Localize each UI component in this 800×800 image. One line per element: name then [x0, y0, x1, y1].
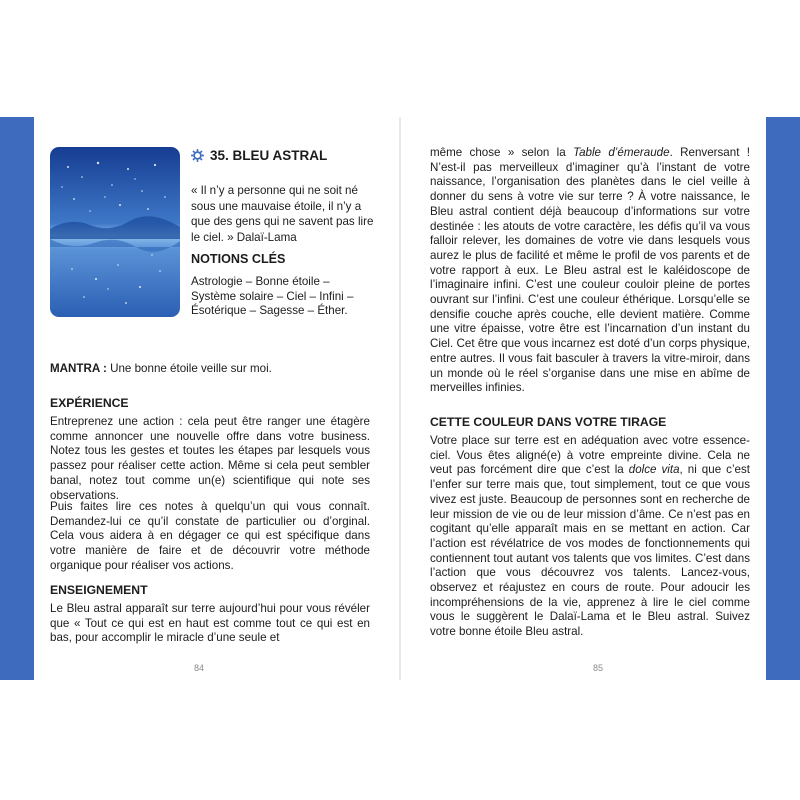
experience-paragraph: Entreprenez une action : cela peut être ranger une étagère comme annoncer une nouvelle offre dans votre business. Notez tous les gestes et toutes les étapes par lesquels vous passez pour réaliser cette action. Même si cela peut sembler banal, notez tout comme un(e) scientifique qui note ses observations. [50, 415, 370, 502]
experience-paragraph-2: Puis faites lire ces notes à quelqu’un qui vous connaît. Demandez-lui ce qu’il constate de particulier ou d’orginal. Cela vous aidera à en dégager ce qui est spécifique dans votre manière de faire et de découvrir votre méthode organique pour réaliser vos actions. [50, 500, 370, 572]
bleu-astral-card-image [50, 147, 180, 317]
left-edge-tab [0, 117, 34, 680]
mantra-label: MANTRA : [50, 362, 107, 375]
mantra-line [50, 362, 272, 375]
card-title [190, 148, 327, 163]
book-fold [399, 117, 401, 680]
tirage-paragraph [430, 434, 750, 640]
table-emeraude-title: Table d’émeraude [573, 146, 670, 159]
tirage-heading: CETTE COULEUR DANS VOTRE TIRAGE [430, 415, 667, 429]
page-number-left: 84 [194, 663, 205, 673]
tirage-text-2: , ni que c’est l’enfer sur terre mais que, tout simplement, tout ce que vous vivez est juste. Beaucoup de personnes sont en recherche de leur mission de vie ou de leur mission d’âme. Ce n’est pas en cogitant qu’elle apparaît mais en se mettant en action. Car l’action est révélatrice de vos modes de fonctionnements qui contiennent tout autant vos talents que vos limites. C’est dans l’action que vous découvrez vos talents. Lancez-vous, observez et réajustez en cours de route. Pour adoucir les incompréhensions de la vie, apprenez à lire le ciel comme vous le suggèrent le Dalaï-Lama et le Bleu astral. Suivez votre bonne étoile Bleu astral. [430, 463, 751, 639]
notions-text: Astrologie – Bonne étoile – Système solaire – Ciel – Infini – Ésotérique – Sagesse – Éther. [191, 275, 354, 318]
mantra-text: Une bonne étoile veille sur moi. [106, 362, 272, 375]
enseignement-paragraph: Le Bleu astral apparaît sur terre aujourd’hui pour vous révéler que « Tout ce qui est en haut est comme tout ce qui est en bas, pour accomplir le miracle d’une seule et [50, 602, 370, 645]
enseignement-heading: ENSEIGNEMENT [50, 583, 148, 597]
epigraph-quote: « Il n’y a personne qui ne soit né sous une mauvaise étoile, il n’y a que des gens qui ne savent pas lire le ciel. » Dalaï-Lama [191, 184, 374, 244]
notions-heading: NOTIONS CLÉS [191, 252, 286, 266]
gear-icon [190, 148, 205, 163]
right-text-before-italic: même chose » selon la [430, 146, 574, 159]
experience-heading: EXPÉRIENCE [50, 396, 129, 410]
tirage-italic: dolce vita [628, 463, 680, 477]
right-text-after-italic: . Renversant ! N’est-il pas merveilleux d’imaginer qu’à l’instant de votre naissance, l’organisation des planètes dans le ciel veille à donner du sens à votre vie sur terre ? À votre naissance, le Bleu astral contient déjà beaucoup d’informations sur votre destinée : les atouts de votre caractère, les défis qu’il va vous falloir relever, les domaines de votre vie dans lesquels vous aurez le plus de facilité et même le profil de vos parents et de votre rapport à eux. Le Bleu astral est le kaléidoscope de l’imaginaire infini. C’est une couleur couloir pleine de portes ouvrant sur l’infini. C’est une couleur éthérique. Lorsqu’elle se densifie couche après couche, elle devient matière. Comme une vitre épaisse, votre être est l’incarnation d’un instant du Ciel. Cet être que vous incarnez est doté d’un corps physique, entre autres. Il vous fait basculer à travers la vitre-miroir, dans un monde où le réel s’organise dans une mise en abîme de merveilles infinies. [430, 146, 750, 395]
right-paragraph-1 [430, 146, 750, 396]
page-number-right: 85 [593, 663, 604, 673]
card-title-text: 35. BLEU ASTRAL [210, 148, 328, 163]
tirage-text-1: Votre place sur terre est en adéquation avec votre essence-ciel. Vous êtes aligné(e) à votre empreinte divine. Cela ne veut pas forcément dire que c’est la [430, 434, 750, 477]
right-edge-tab [766, 117, 800, 680]
